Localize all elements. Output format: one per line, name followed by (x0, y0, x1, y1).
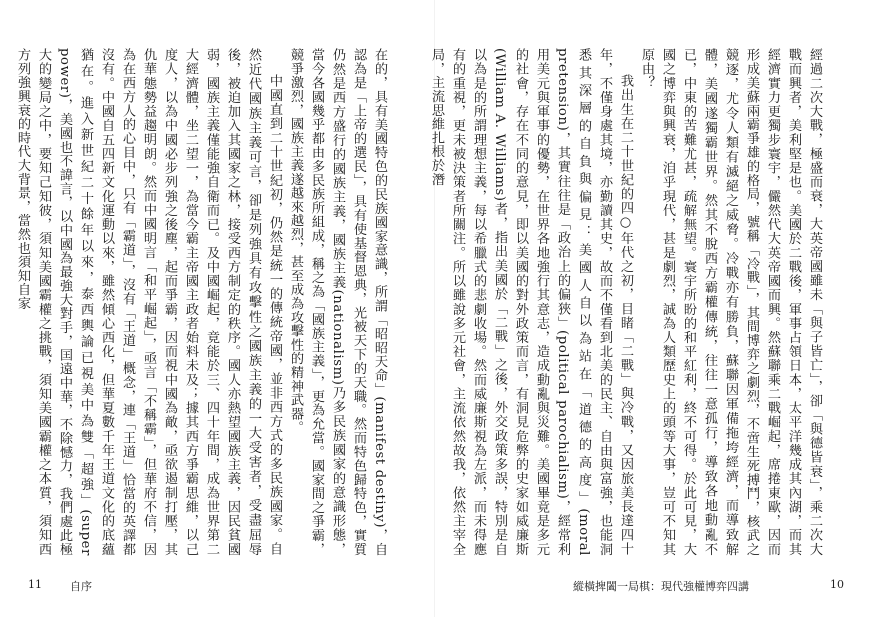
left-page-body (15, 48, 390, 556)
running-head: 縱橫捭闔一局棋：現代強權博弈四講 (573, 580, 749, 593)
page-number: 11 (28, 578, 42, 591)
page-number: 10 (830, 578, 844, 591)
right-page (429, 0, 870, 617)
body-paragraph: 經過二次大戰，極盛而衰，大英帝國雖未「與子皆亡」，卻「與德皆衰」，乘二次大戰而興者，美利堅是也。美國於二戰後，軍事占領日本，太平洋幾成其內湖，而其經濟實力更獨步寰宇，儼然代大英帝國而興。然蘇聯乘二戰崛起，席捲東歐，因而形成美蘇兩霸爭雄的格局，號稱「冷戰」，其間博弈之劇烈，不啻生死搏鬥，核武之競逐，尤令人類有滅絕之威脅。冷戰亦有勝負，蘇聯因軍備拖垮經濟，而導致解體，美國遂獨霸世界。然其不脫西方霸權傳統，往往一意孤行，導致各地動亂不已，中東的苦難尤甚，疏解無望。寰宇所盼的和平紅利，終不可得。於此可見，大國之博弈與興衰，洎乎現代，甚是劇烈，誠為人類歷史上的頭等大事，豈可不知其原由？ (639, 48, 822, 556)
body-paragraph: 我出生在二十世紀的四○年代之初，目睹「二戰」與冷戰，又因旅美長達四十年，不僅身處其境，亦勤讀其史，故而不僅看到北美的民主、自由與富強，也能洞悉其深層的自負與偏見：美國人自以為站在「道德的高度」(moral pretension)，其實往往是「政治上的偏狹」(political parochialism)，經常利用美元與軍事的優勢，在世界各地強行其意志，造成動亂與災難。美國畢竟是多元的社會，存在不同的意見，即以美國的對外政策而言，有洞見危弊的史家如威廉斯(William A. Williams)者，指出美國於「二戰」之後，外交政策多誤，特別是自以為是的所謂理想主義，每以希臘式的悲劇收場。然而威廉斯視為左派，而未得應有的重視，更未被決策者所關注。所以雖說多元社會，主流依然故我，依然主宰全局，主流思維扎根於潛 (429, 48, 633, 556)
body-paragraph: 中國直到二十世紀初，仍然是統一的傳統帝國，並非西方式的多民族國家。自然近代國族主義可言，卻是列強具有攻擊性之國族主義的一大受害者，受盡屈辱後，被迫加入其國家之林，接受西方制定的秩序。國人亦熱望國族主義，因民貧國弱，國族主義僅能強自衛而已。及中國崛起，竟能於三、四十年間，成為世界第二大經濟體，坐二望一，為當今霸主帝國主政者始料未及；據其西方爭霸思維，以己度人，以為中國必步列強之後塵，起而爭霸，因而視中國為敵，亟欲遏制打壓，其仇華態勢益趨明朗。然而中國明言「和平崛起」，亟言「不稱霸」，但華府不信，因為在西方人的心目中，只有「霸道」，沒有「王道」概念，連「王道」恰當的英譯都沒有。中國自五四新文化運動以來，雖然傾心西化，但華夏數千年王道文化的底蘊猶在。進入新世紀二十餘年以來，泰西輿論已視美中為雙「超強」(super power)，美國也不諱言，以中國為最強大對手，囯遠中華，不除憾力，我們處此極大的變局之中，要知己知彼，須知美國霸權之挑戰，須知美國霸權之本質，須知西方列強興衰的時代大背景，當然也須知自家 (15, 48, 282, 556)
right-page-body (429, 48, 825, 556)
running-head: 自序 (70, 580, 92, 593)
body-paragraph: 在的，具有美國特色的民族國家意識，所謂「昭昭天命」(manifest destiny)，自認為是「上帝的選民」，具有使基督恩典，光被天下的天職。然而特色歸特色，實質仍然是西方盛行的國族主義，國族主義(nationalism)乃多民族國家的意識形態，當今各國幾乎都由多民族所組成，稱之為「國族主義」，更為允當。國家間之爭霸，競爭激烈，國族主義遂越來越烈，甚至成為攻擊性的精神武器。 (288, 48, 387, 556)
